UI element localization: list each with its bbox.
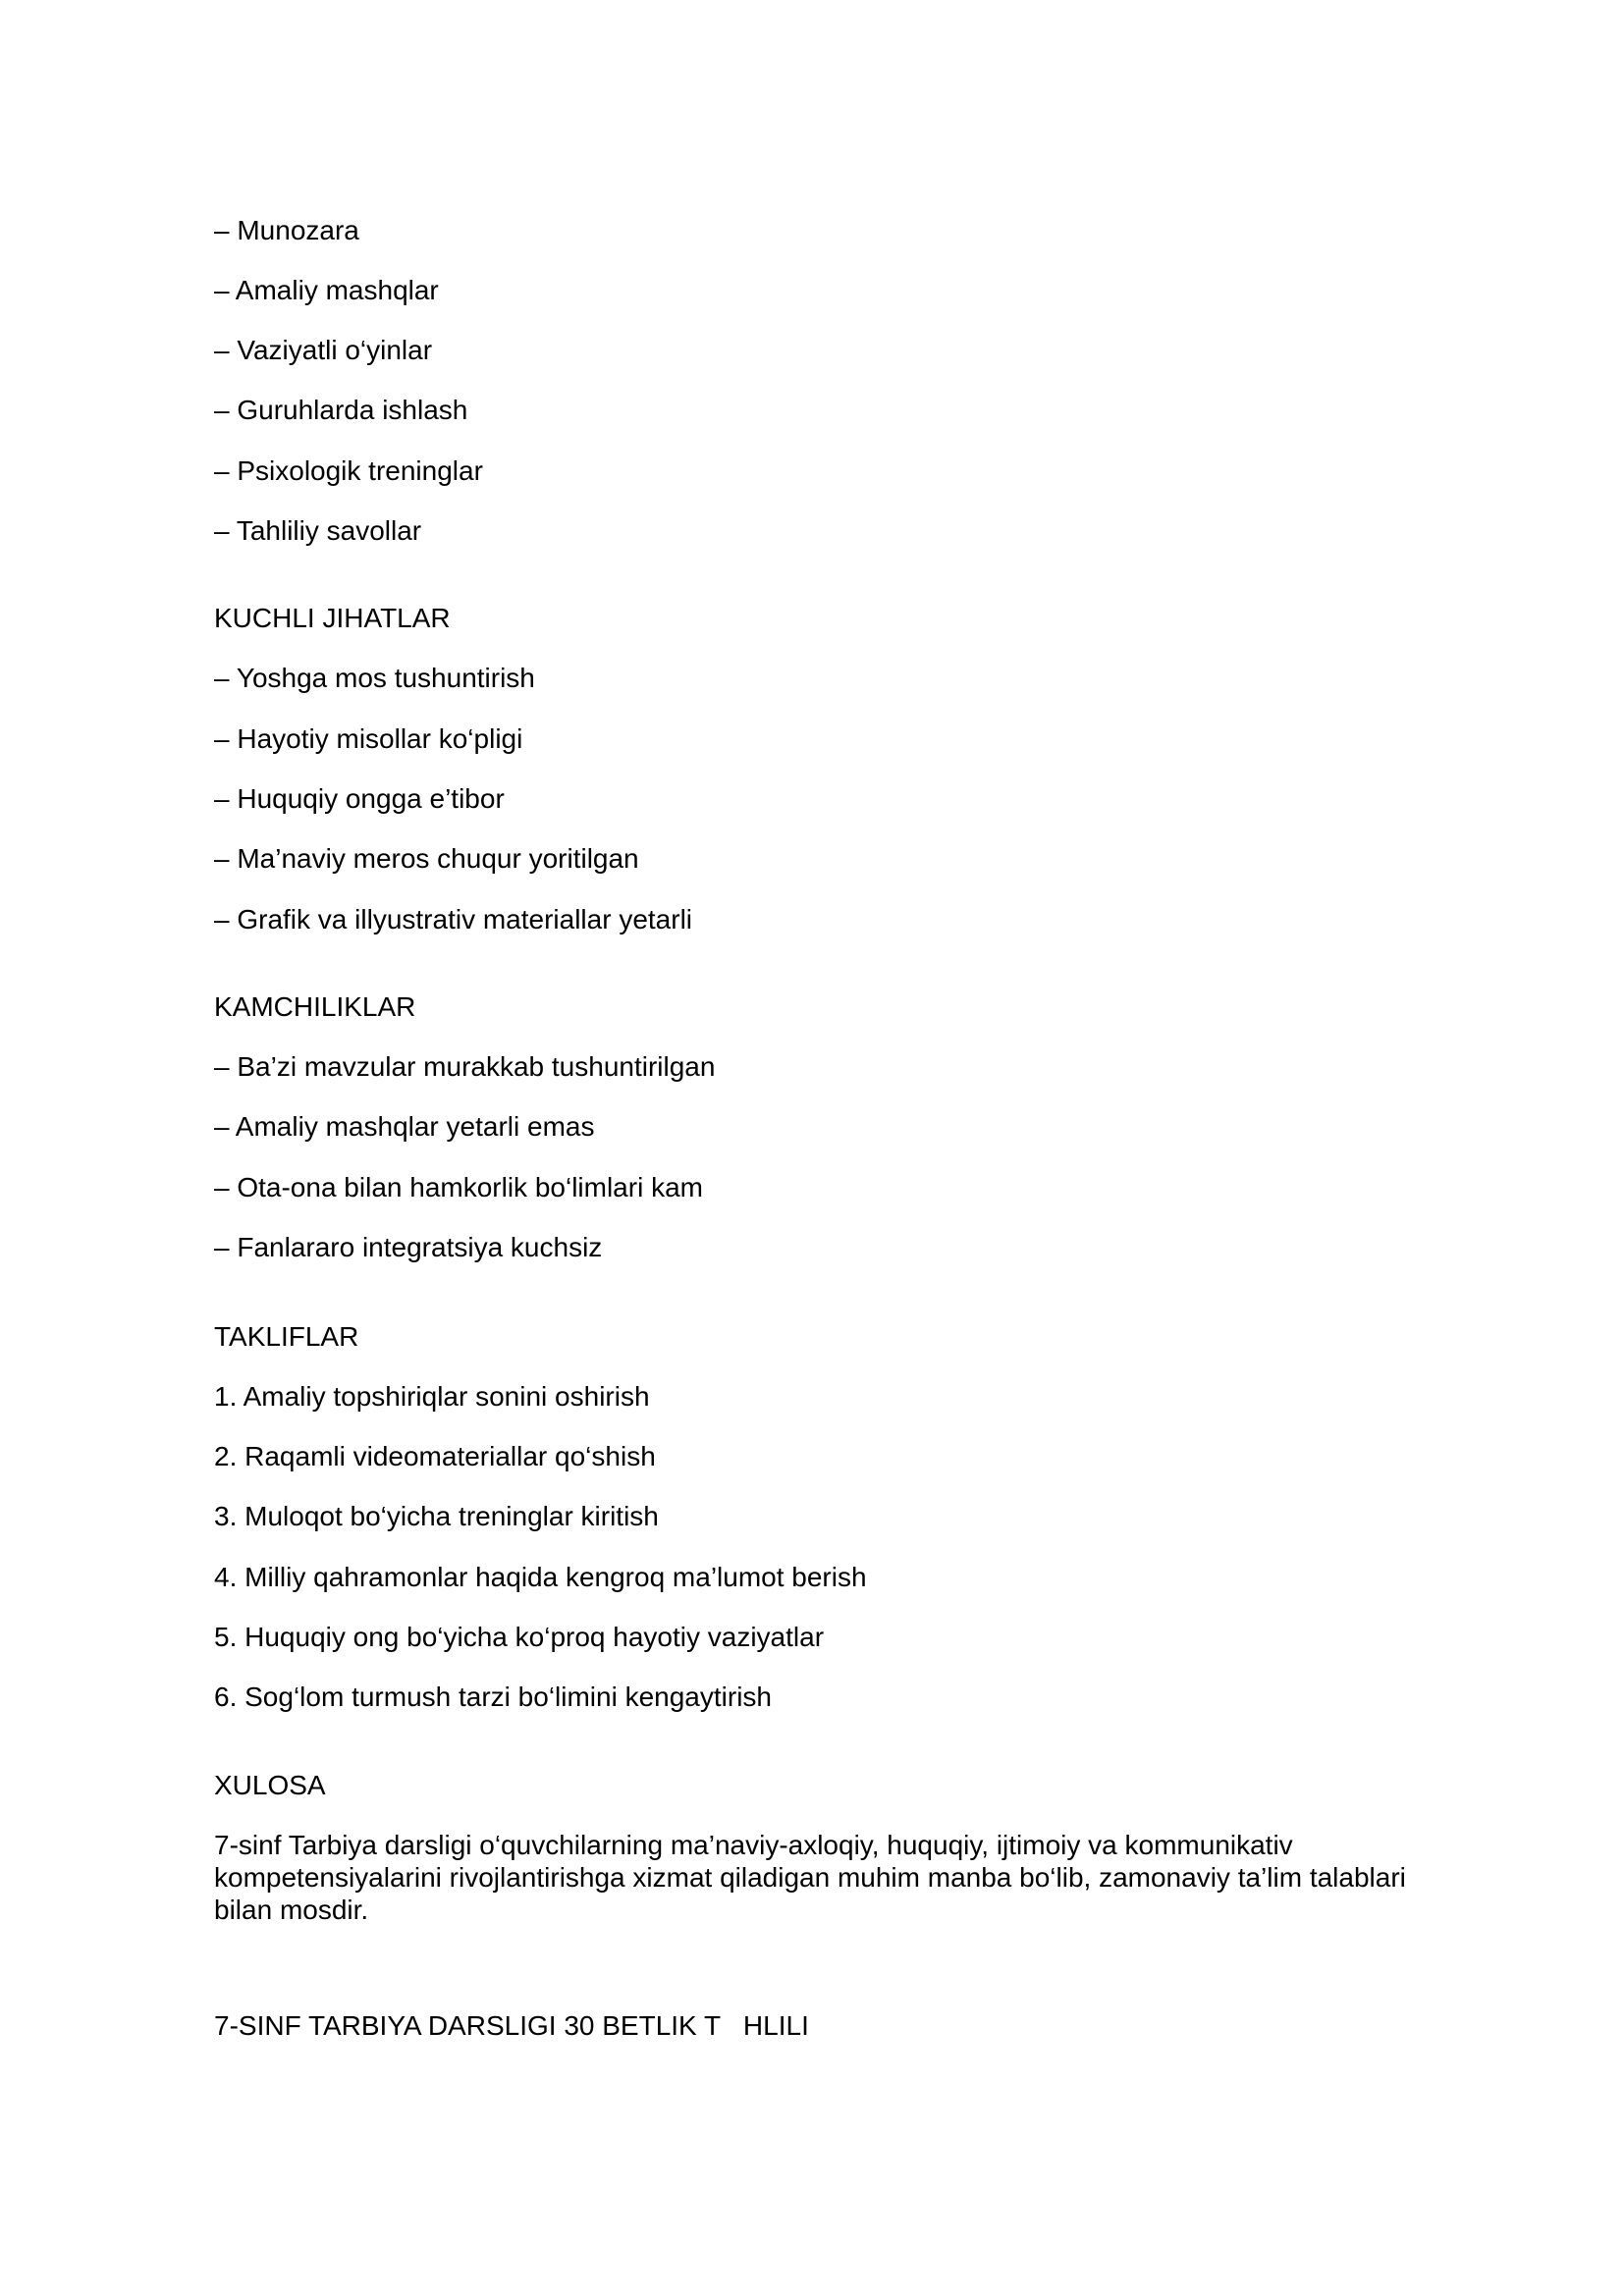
method-item-3: – Vaziyatli o‘yinlar <box>214 335 433 365</box>
weakness-item-2: – Amaliy mashqlar yetarli emas <box>214 1111 595 1142</box>
proposal-item-4: 4. Milliy qahramonlar haqida kengroq ma’lumot berish <box>214 1562 867 1592</box>
conclusion-paragraph: 7-sinf Tarbiya darsligi o‘quvchilarning ma’naviy-axloqiy, huquqiy, ijtimoiy va kommunikativ kompetensiyalarini rivojlantirishga xizmat qiladigan muhim manba bo‘lib, zamonaviy ta’lim talablari bilan mosdir. <box>214 1830 1406 1925</box>
proposal-item-5: 5. Huquqiy ong bo‘yicha ko‘proq hayotiy vaziyatlar <box>214 1622 825 1652</box>
proposals-heading: TAKLIFLAR <box>214 1321 359 1352</box>
document-footer-title: 7-SINF TARBIYA DARSLIGI 30 BETLIK T HLILI <box>214 2010 809 2041</box>
method-item-6: – Tahliliy savollar <box>214 515 422 546</box>
method-item-4: – Guruhlarda ishlash <box>214 395 468 425</box>
strengths-heading: KUCHLI JIHATLAR <box>214 603 451 633</box>
proposal-item-3: 3. Muloqot bo‘yicha treninglar kiritish <box>214 1501 659 1531</box>
strength-item-5: – Grafik va illyustrativ materiallar yetarli <box>214 904 693 934</box>
strength-item-4: – Ma’naviy meros chuqur yoritilgan <box>214 843 639 874</box>
weaknesses-heading: KAMCHILIKLAR <box>214 991 416 1022</box>
strength-item-1: – Yoshga mos tushuntirish <box>214 663 535 693</box>
weakness-item-1: – Ba’zi mavzular murakkab tushuntirilgan <box>214 1051 716 1082</box>
strength-item-2: – Hayotiy misollar ko‘pligi <box>214 723 523 754</box>
proposal-item-1: 1. Amaliy topshiriqlar sonini oshirish <box>214 1381 650 1412</box>
weakness-item-3: – Ota-ona bilan hamkorlik bo‘limlari kam <box>214 1172 703 1202</box>
method-item-5: – Psixologik treninglar <box>214 455 483 486</box>
method-item-2: – Amaliy mashqlar <box>214 275 439 305</box>
method-item-1: – Munozara <box>214 215 359 245</box>
proposal-item-6: 6. Sog‘lom turmush tarzi bo‘limini kengaytirish <box>214 1682 772 1712</box>
strength-item-3: – Huquqiy ongga e’tibor <box>214 783 505 814</box>
proposal-item-2: 2. Raqamli videomateriallar qo‘shish <box>214 1441 656 1471</box>
weakness-item-4: – Fanlararo integratsiya kuchsiz <box>214 1232 603 1262</box>
conclusion-heading: XULOSA <box>214 1770 326 1800</box>
document-page <box>214 0 1412 2296</box>
